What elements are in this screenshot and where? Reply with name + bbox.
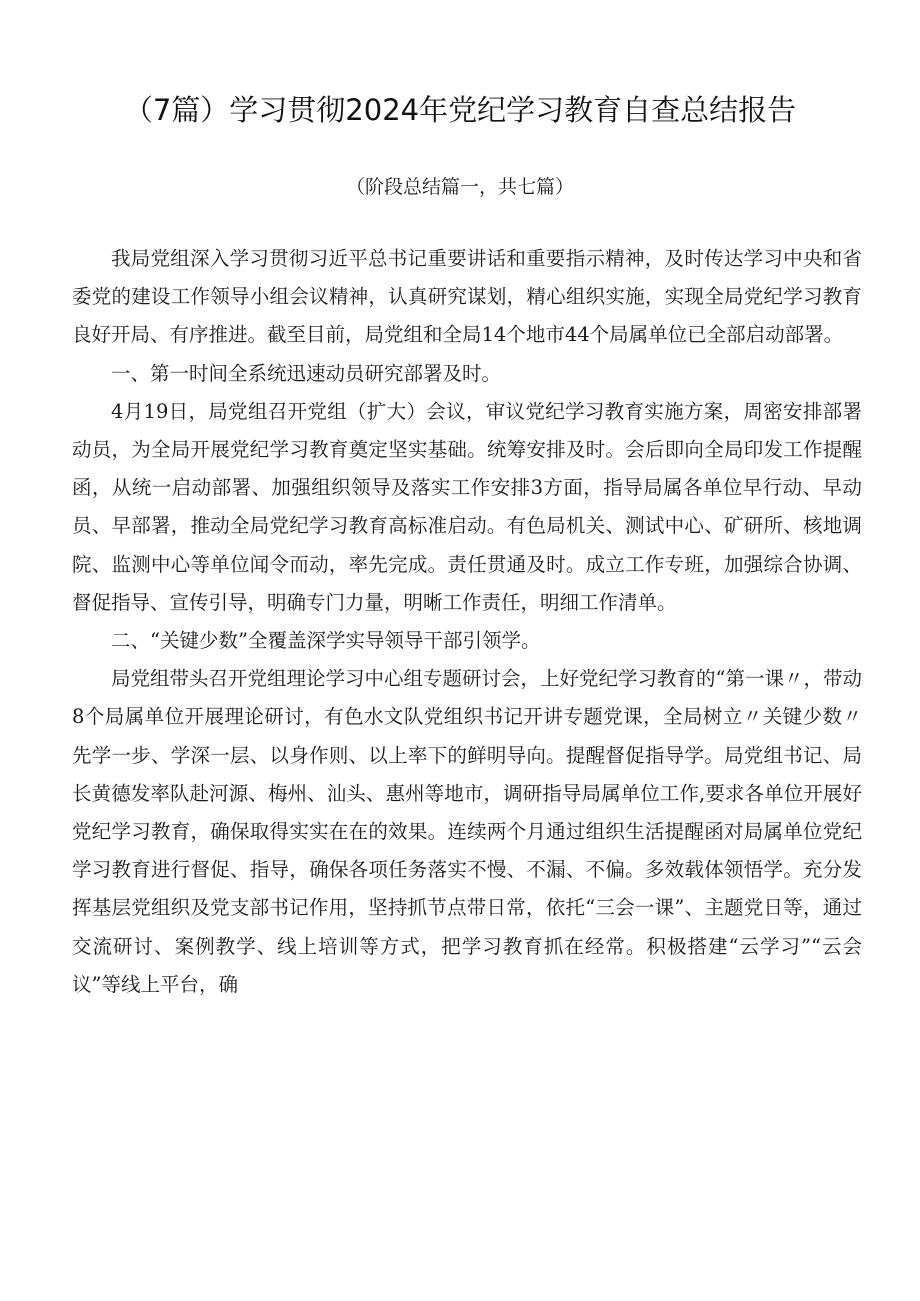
document-subtitle: （阶段总结篇一，共七篇） [345,176,574,198]
section-heading-1: 一、第一时间全系统迅速动员研究部署及时。 [111,361,502,385]
section-heading-2: 二、“关键少数”全覆盖深学实导领导干部引领学。 [111,629,541,653]
document-title: （7篇）学习贯彻2024年党纪学习教育自查总结报告 [123,93,797,127]
paragraph-section-1: 4月19日，局党组召开党组（扩大）会议，审议党纪学习教育实施方案，周密安排部署动员，为全局开展党纪学习教育奠定坚实基础。统筹安排及时。会后即向全局印发工作提醒函，从统一启动部署、加强组织领导及落实工作安排3方面，指导局属各单位早行动、早动员、早部署，推动全局党纪学习教育高标准启动。有色局机关、测试中心、矿研所、核地调院、监测中心等单位闻令而动，率先完成。责任贯通及时。成立工作专班，加强综合协调、督促指导、宣传引导，明确专门力量，明晰工作责任，明细工作清单。 [72,399,862,614]
paragraph-intro: 我局党组深入学习贯彻习近平总书记重要讲话和重要指示精神，及时传达学习中央和省委党的建设工作领导小组会议精神，认真研究谋划，精心组织实施，实现全局党纪学习教育良好开局、有序推进。截至目前，局党组和全局14个地市44个局属单位已全部启动部署。 [72,247,862,347]
paragraph-section-2: 局党组带头召开党组理论学习中心组专题研讨会，上好党纪学习教育的“第一课〃，带动8个局属单位开展理论研讨，有色水文队党组织书记开讲专题党课，全局树立〃关键少数〃先学一步、学深一层、以身作则、以上率下的鲜明导向。提醒督促指导学。局党组书记、局长黄德发率队赴河源、梅州、汕头、惠州等地市，调研指导局属单位工作,要求各单位开展好党纪学习教育，确保取得实实在在的效果。连续两个月通过组织生活提醒函对局属单位党纪学习教育进行督促、指导，确保各项任务落实不慢、不漏、不偏。多效载体领悟学。充分发挥基层党组织及党支部书记作用，坚持抓节点带日常，依托“三会一课”、主题党日等，通过交流研讨、案例教学、线上培训等方式，把学习教育抓在经常。积极搭建“云学习”“云会议”等线上平台，确 [72,667,862,996]
document-body [72,240,862,1004]
